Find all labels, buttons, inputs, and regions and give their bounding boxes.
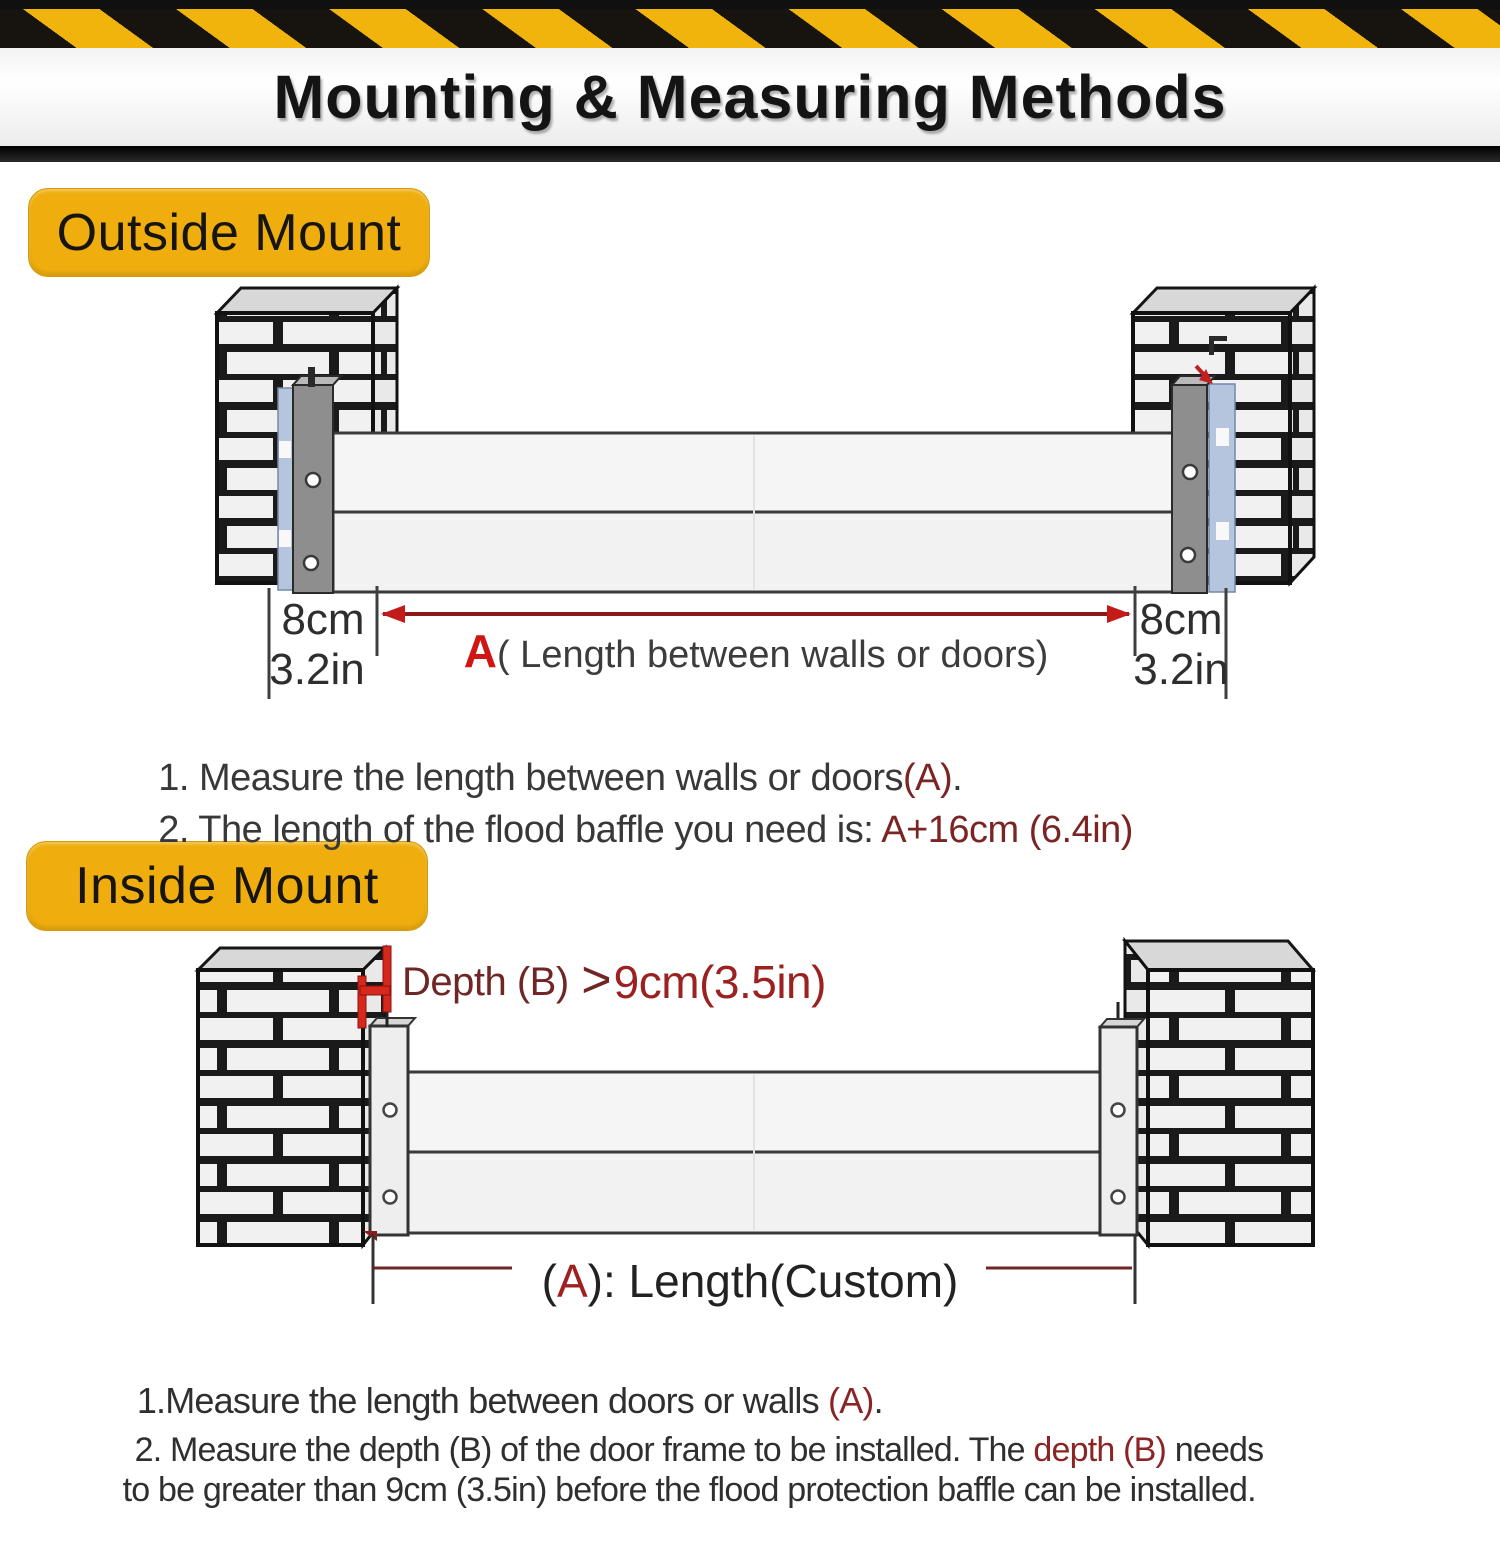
left-offset-cm: 8cm: [281, 595, 365, 644]
title-band: [0, 48, 1500, 146]
outside-mount-badge-label: Outside Mount: [56, 203, 402, 262]
channel-right-inside: [1100, 1002, 1144, 1235]
left-offset-inch: 3.2in: [269, 645, 365, 694]
span-length-text: ( Length between walls or doors): [496, 634, 1049, 676]
inside-step-2: 2. Measure the depth (B) of the door frame to be installed. The depth (B) needs: [134, 1431, 1264, 1469]
depth-label-text: Depth (B): [402, 959, 580, 1004]
outside-mount-badge: [28, 188, 430, 277]
right-offset-inch: 3.2in: [1133, 645, 1229, 694]
flood-barrier-panels-inside: [408, 1072, 1100, 1233]
span-length-a: A: [463, 625, 497, 677]
span-arrow-icon: [381, 605, 1131, 623]
page-title: Mounting & Measuring Methods: [273, 63, 1227, 131]
inside-mount-badge-label: Inside Mount: [75, 857, 379, 915]
depth-value-text: 9cm(3.5in): [613, 956, 826, 1008]
greater-than-sign: >: [581, 951, 612, 1009]
channel-left-inside: [363, 1018, 415, 1241]
inside-step-1: 1.Measure the length between doors or walls (A).: [136, 1380, 883, 1421]
mounting-channel-left: [278, 367, 341, 593]
custom-length-label: (A): Length(Custom): [541, 1255, 959, 1307]
top-black-bar: [0, 0, 1500, 9]
brick-pillar-left-inside: [198, 948, 385, 1245]
brick-pillar-right-inside: [1125, 941, 1313, 1245]
outside-step-2: 2. The length of the flood baffle you need is: A+16cm (6.4in): [158, 809, 1133, 851]
title-underline-bar: [0, 146, 1500, 162]
span-length-label: [381, 624, 1131, 678]
hazard-stripe-banner: [0, 9, 1500, 48]
inside-step-2-line2: to be greater than 9cm (3.5in) before the flood protection baffle can be installed.: [122, 1471, 1256, 1509]
outside-step-1: 1. Measure the length between walls or doors(A).: [158, 757, 963, 799]
depth-requirement-label: [402, 950, 826, 1014]
flood-barrier-panels: [333, 433, 1175, 592]
right-offset-cm: 8cm: [1139, 595, 1223, 644]
